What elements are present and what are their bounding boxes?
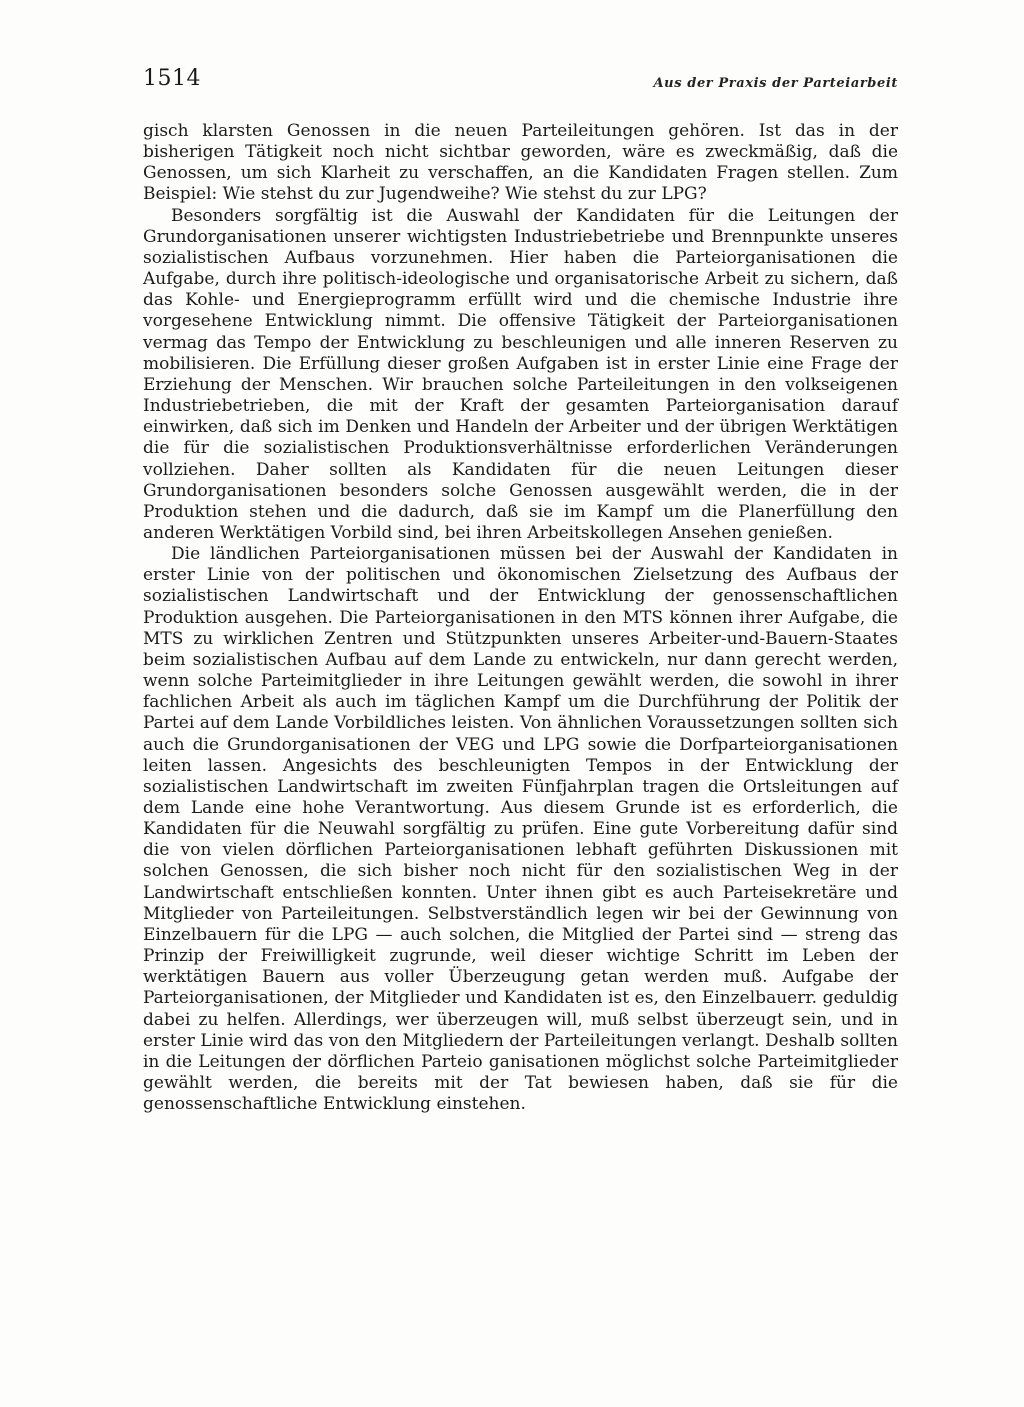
paragraph-continuation: gisch klarsten Genossen in die neuen Parteileitungen gehören. Ist das in der bisherigen Tätigkeit noch nicht sichtbar geworden, wäre es zweckmäßig, daß die Genossen, um sich Klarheit zu verschaffen, an die Kandidaten Fragen stellen. Zum Beispiel: Wie stehst du zur Jugendweihe? Wie stehst du zur LPG? xyxy=(143,121,898,205)
paragraph: Besonders sorgfältig ist die Auswahl der Kandidaten für die Leitungen der Grundorganisationen unserer wichtigsten Industriebetriebe und Brennpunkte unseres sozialistischen Aufbaus vorzunehmen. Hier haben die Parteiorganisationen die Aufgabe, durch ihre politisch-ideologische und organisatorische Arbeit zu sichern, daß das Kohle- und Energieprogramm erfüllt wird und die chemische Industrie ihre vorgesehene Entwicklung nimmt. Die offensive Tätigkeit der Parteiorganisationen vermag das Tempo der Entwicklung zu beschleunigen und alle inneren Reserven zu mobilisieren. Die Erfüllung dieser großen Aufgaben ist in erster Linie eine Frage der Erziehung der Menschen. Wir brauchen solche Parteileitungen in den volkseigenen Industriebetrieben, die mit der Kraft der gesamten Parteiorganisation darauf einwirken, daß sich im Denken und Handeln der Arbeiter und der übrigen Werktätigen die für die sozialistischen Produktionsverhältnisse erforderlichen Veränderungen vollziehen. Daher sollten als Kandidaten für die neuen Leitungen dieser Grundorganisationen besonders solche Genossen ausgewählt werden, die in der Produktion stehen und die dadurch, daß sie im Kampf um die Planerfüllung den anderen Werktätigen Vorbild sind, bei ihren Arbeitskollegen Ansehen genießen. xyxy=(143,205,898,543)
running-head: Aus der Praxis der Parteiarbeit xyxy=(653,76,898,91)
body-text xyxy=(143,121,898,1115)
paragraph: Die ländlichen Parteiorganisationen müssen bei der Auswahl der Kandidaten in erster Linie von der politischen und ökonomischen Zielsetzung des Aufbaus der sozialistischen Landwirtschaft und der Entwicklung der genossenschaftlichen Produktion ausgehen. Die Parteiorganisationen in den MTS können ihrer Aufgabe, die MTS zu wirklichen Zentren und Stützpunkten unseres Arbeiter-und-Bauern-Staates beim sozialistischen Aufbau auf dem Lande zu entwickeln, nur dann gerecht werden, wenn solche Parteimitglieder in ihre Leitungen gewählt werden, die sowohl in ihrer fachlichen Arbeit als auch im täglichen Kampf um die Durchführung der Politik der Partei auf dem Lande Vorbildliches leisten. Von ähnlichen Voraussetzungen sollten sich auch die Grundorganisationen der VEG und LPG sowie die Dorfparteiorganisationen leiten lassen. Angesichts des beschleunigten Tempos in der Entwicklung der sozialistischen Landwirtschaft im zweiten Fünfjahrplan tragen die Ortsleitungen auf dem Lande eine hohe Verantwortung. Aus diesem Grunde ist es erforderlich, die Kandidaten für die Neuwahl sorgfältig zu prüfen. Eine gute Vorbereitung dafür sind die von vielen dörflichen Parteiorganisationen lebhaft geführten Diskussionen mit solchen Genossen, die sich bisher noch nicht für den sozialistischen Weg in der Landwirtschaft entschließen konnten. Unter ihnen gibt es auch Parteisekretäre und Mitglieder von Parteileitungen. Selbstverständlich legen wir bei der Gewinnung von Einzelbauern für die LPG — auch solchen, die Mitglied der Partei sind — streng das Prinzip der Freiwilligkeit zugrunde, weil dieser wichtige Schritt im Leben der werktätigen Bauern aus voller Überzeugung getan werden muß. Aufgabe der Parteiorganisationen, der Mitglieder und Kandidaten ist es, den Einzelbauerr. geduldig dabei zu helfen. Allerdings, wer überzeugen will, muß selbst überzeugt sein, und in erster Linie wird das von den Mitgliedern der Parteileitungen verlangt. Deshalb sollten in die Leitungen der dörflichen Parteio ganisationen möglichst solche Parteimitglieder gewählt werden, die bereits mit der Tat bewiesen haben, daß sie für die genossenschaftliche Entwicklung einstehen. xyxy=(143,544,898,1115)
page-header xyxy=(143,66,898,100)
page-number: 1514 xyxy=(143,66,201,91)
